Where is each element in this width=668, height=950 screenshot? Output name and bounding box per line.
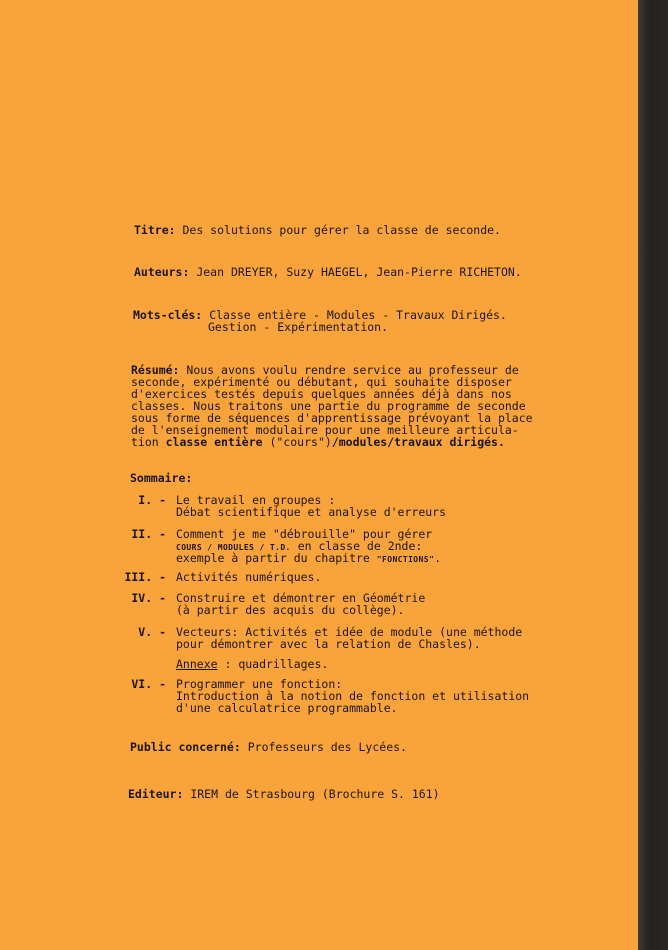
sommaire-item-3-line1: Activités numériques. (176, 570, 322, 584)
annexe-line (176, 658, 328, 670)
auteurs-value: Jean DREYER, Suzy HAEGEL, Jean-Pierre RICHETON. (196, 265, 522, 279)
sommaire-item-5-line1: Vecteurs: Activités et idée de module (une méthode (176, 625, 523, 639)
resume-text-7c: ("cours") (262, 435, 332, 449)
resume-text-3: d'exercices testés depuis quelques années déjà dans nos (131, 387, 512, 401)
sommaire-item-2-line3 (176, 552, 441, 566)
sommaire-item-2-line1: Comment je me "débrouille" pour gérer (176, 527, 433, 541)
mots-cles-label: Mots-clés: (133, 308, 203, 322)
annexe-text: : quadrillages. (217, 657, 329, 671)
titre-value: Des solutions pour gérer la classe de seconde. (182, 223, 501, 237)
sommaire-item-4-line1: Construire et démontrer en Géométrie (176, 591, 426, 605)
sommaire-num-3: III. - (124, 570, 166, 584)
mots-cles-value-1: Classe entière - Modules - Travaux Dirigés. (209, 308, 507, 322)
sommaire-label: Sommaire: (130, 471, 193, 485)
public-label: Public concerné: (130, 740, 241, 754)
sommaire-num-2: II. - (131, 527, 166, 541)
resume-text-7b: classe entière (165, 435, 263, 449)
editeur-label: Editeur: (128, 787, 184, 801)
sommaire-item-2-rest: en classe de 2nde: (290, 539, 423, 553)
sommaire-item-6-line2: Introduction à la notion de fonction et utilisation (176, 689, 530, 703)
titre-line (134, 224, 501, 236)
page-edge-shadow (638, 0, 668, 950)
auteurs-label: Auteurs: (134, 265, 190, 279)
sommaire-item-1-line1: Le travail en groupes : (176, 493, 336, 507)
editeur-line (128, 788, 440, 800)
sommaire-item-2-line3-end: . (434, 551, 442, 565)
resume-text-6: de l'enseignement modulaire pour une meilleure articula- (131, 423, 519, 437)
resume-line7 (131, 436, 505, 448)
titre-label: Titre: (134, 223, 176, 237)
sommaire-item-6-line1: Programmer une fonction: (176, 677, 343, 691)
annexe-label: Annexe (176, 657, 218, 671)
sommaire-num-6: VI. - (131, 677, 166, 691)
sommaire-item-2-small: COURS / MODULES / T.D. (176, 543, 291, 552)
resume-text-7d: /modules/travaux dirigés. (331, 435, 505, 449)
public-line (130, 741, 407, 753)
resume-text-1: Nous avons voulu rendre service au professeur de (186, 363, 519, 377)
mots-cles-value-2: Gestion - Expérimentation. (208, 320, 389, 334)
resume-text-4: classes. Nous traitons une partie du programme de seconde (131, 399, 526, 413)
sommaire-item-2-line3-small: "FONCTIONS" (376, 555, 435, 564)
sommaire-item-2-line3a: exemple à partir du chapitre (176, 551, 377, 565)
sommaire-item-5-line2: pour démontrer avec la relation de Chasles). (176, 637, 481, 651)
sommaire-num-1: I. - (138, 493, 166, 507)
sommaire-num-5: V. - (138, 625, 166, 639)
public-value: Professeurs des Lycées. (247, 740, 407, 754)
editeur-value: IREM de Strasbourg (Brochure S. 161) (190, 787, 440, 801)
sommaire-item-4-line2: (à partir des acquis du collège). (176, 603, 405, 617)
resume-label: Résumé: (131, 363, 180, 377)
sommaire-item-1-line2: Débat scientifique et analyse d'erreurs (176, 505, 447, 519)
resume-text-7a: tion (131, 435, 166, 449)
sommaire-item-6-line3: d'une calculatrice programmable. (176, 701, 398, 715)
sommaire-num-4: IV. - (131, 591, 166, 605)
resume-text-2: seconde, expérimenté ou débutant, qui souhaite disposer (131, 375, 512, 389)
auteurs-line (134, 266, 522, 278)
resume-text-5: sous forme de séquences d'apprentissage prévoyant la place (131, 411, 533, 425)
